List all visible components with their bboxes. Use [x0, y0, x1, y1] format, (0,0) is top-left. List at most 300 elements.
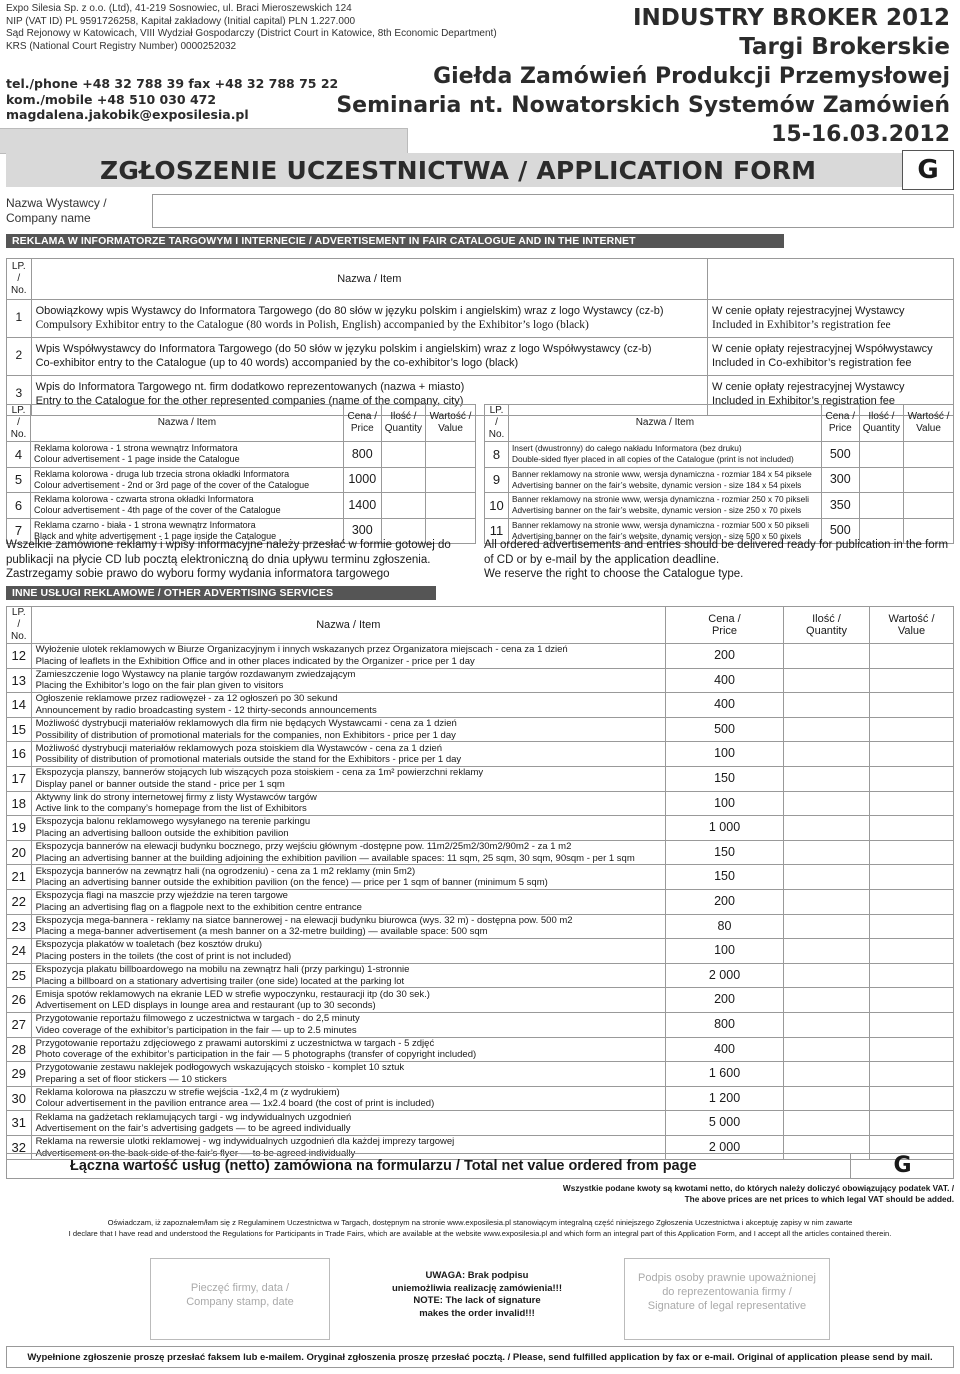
item-en: Advertising banner on the fair’s website, dynamic version - size 184 x 54 pixels — [512, 479, 802, 490]
signature-field[interactable] — [624, 1258, 830, 1340]
row-value-input[interactable] — [870, 668, 954, 693]
row-item — [31, 644, 665, 669]
item-en: Video coverage of the exhibitor’s participation in the fair — up to 2.5 minutes — [35, 1024, 357, 1036]
fee-en: Included in Co-exhibitor’s registration fee — [712, 357, 912, 369]
table-row — [7, 668, 954, 693]
fee-pl: W cenie opłaty rejestracyjnej Wystawcy — [712, 305, 905, 317]
item-pl: Emisja spotów reklamowych na ekranie LED w strefie wypoczynku, restauracji itp (do 30 sek.) — [35, 988, 430, 1000]
col-qty — [381, 405, 425, 442]
section-other-title: INNE USŁUGI REKLAMOWE / OTHER ADVERTISING SERVICES — [6, 586, 436, 600]
warning-line: uniemożliwia realizację zamówienia!!! — [392, 1282, 562, 1294]
signature-warning — [330, 1258, 624, 1340]
company-stamp-field[interactable] — [150, 1258, 330, 1340]
row-lp: 5 — [7, 467, 31, 493]
row-value-input[interactable] — [870, 889, 954, 914]
row-price: 500 — [666, 717, 784, 742]
row-qty-input[interactable] — [784, 766, 870, 791]
row-value-input[interactable] — [870, 988, 954, 1013]
item-en: Colour advertisement in the pavilion entrance area — 1x2.4 board (the cost of print is included) — [35, 1098, 435, 1110]
row-item — [31, 1012, 665, 1037]
row-lp: 20 — [7, 840, 32, 865]
item-pl: Reklama kolorowa - czwarta strona okładki Informatora — [34, 494, 254, 505]
total-value-field[interactable]: G — [850, 1153, 954, 1179]
row-price: 2 000 — [666, 1135, 784, 1160]
row-item — [509, 467, 822, 493]
row-lp: 1 — [7, 300, 32, 338]
col-qty-pl: Ilość / — [390, 411, 417, 422]
row-qty-input[interactable] — [784, 644, 870, 669]
row-item — [31, 467, 344, 493]
col-qty — [859, 405, 903, 442]
row-price: 400 — [666, 693, 784, 718]
row-lp: 9 — [485, 467, 509, 493]
row-qty-input[interactable] — [784, 668, 870, 693]
row-price: 1 200 — [666, 1086, 784, 1111]
row-qty-input[interactable] — [784, 840, 870, 865]
table-row — [7, 644, 954, 669]
col-qty-en: Quantity — [384, 423, 422, 434]
item-en: Advertisement on LED displays in lounge area and restaurant (up to 30 seconds) — [35, 1000, 376, 1012]
item-pl: Insert (dwustronny) do całego nakładu Informatora (bez druku) — [512, 443, 742, 454]
table-row — [7, 1012, 954, 1037]
row-price: 1 000 — [666, 816, 784, 841]
row-price: 1400 — [343, 493, 381, 519]
row-value-input[interactable] — [870, 1111, 954, 1136]
row-value-input[interactable] — [426, 467, 476, 493]
table-row — [7, 865, 954, 890]
row-lp: 21 — [7, 865, 32, 890]
row-item — [31, 300, 707, 338]
fee-pl: W cenie opłaty rejestracyjnej Współwystawcy — [712, 343, 933, 355]
row-price: 400 — [666, 1037, 784, 1062]
row-lp: 24 — [7, 939, 32, 964]
item-en: Black and white advertisement - 1 page inside the Catalogue — [34, 530, 277, 541]
item-pl: Reklama kolorowa - druga lub trzecia strona okładki Informatora — [34, 468, 290, 479]
row-price: 5 000 — [666, 1111, 784, 1136]
col-price-en: Price — [711, 625, 738, 637]
col-price — [666, 607, 784, 644]
col-price-en: Price — [828, 423, 852, 434]
row-qty-input[interactable] — [784, 1062, 870, 1087]
row-lp: 31 — [7, 1111, 32, 1136]
phone-fax: tel./phone +48 32 788 39 fax +48 32 788 75 22 — [6, 76, 339, 91]
row-price: 1 600 — [666, 1062, 784, 1087]
item-en: Placing a mega-banner advertisement (a mesh banner on a 32-metre building) — available space: 500 sqm — [35, 926, 488, 938]
item-en: Advertisement on the fair’s advertising gadgets — to be agreed individually — [35, 1123, 351, 1135]
table-row — [7, 791, 954, 816]
col-value — [426, 405, 476, 442]
table-row — [7, 1086, 954, 1111]
col-value-pl: Wartość / — [907, 411, 950, 422]
row-lp: 25 — [7, 963, 32, 988]
row-item — [31, 693, 665, 718]
form-letter: G — [902, 150, 954, 190]
item-en: Colour advertisement - 2nd or 3rd page of the cover of the Catalogue — [34, 479, 310, 490]
company-line: Expo Silesia Sp. z o.o. (Ltd), 41-219 Sosnowiec, ul. Braci Mieroszewskich 124 — [6, 3, 352, 14]
row-lp: 18 — [7, 791, 32, 816]
col-lp — [7, 607, 32, 644]
item-en: Placing of leaflets in the Exhibition Office and in other places indicated by the Organizer - price per 1 day — [35, 655, 475, 667]
item-en: Placing a billboard on a stationary advertising trailer (one side) located at the parking lot — [35, 975, 405, 987]
item-pl: Ekspozycja plakatu billboardowego na mobilu na zewnątrz hali (przy parkingu) 1-stronnie — [35, 964, 410, 976]
table-row — [7, 1111, 954, 1136]
item-pl: Ekspozycja balonu reklamowego wysyłanego na terenie parkingu — [35, 816, 311, 828]
warning-line: UWAGA: Brak podpisu — [425, 1270, 529, 1281]
row-qty-input[interactable] — [381, 467, 425, 493]
table-row — [7, 766, 954, 791]
row-price: 1000 — [343, 467, 381, 493]
row-value-input[interactable] — [870, 1086, 954, 1111]
warning-line: makes the order invalid!!! — [419, 1307, 535, 1319]
row-lp: 14 — [7, 693, 32, 718]
item-en: Possibility of distribution of promotional materials outside the stand for the Exhibitors - price per 1 day — [35, 754, 462, 766]
row-value-input[interactable] — [870, 693, 954, 718]
item-pl: Reklama czarno - biała - 1 strona wewnątrz Informatora — [34, 519, 256, 530]
row-qty-input[interactable] — [784, 816, 870, 841]
row-lp: 16 — [7, 742, 32, 767]
row-price: 350 — [821, 493, 859, 519]
row-qty-input[interactable] — [784, 791, 870, 816]
row-value-input[interactable] — [904, 442, 954, 468]
item-pl: Ekspozycja plakatów w toaletach (bez kosztów druku) — [35, 939, 263, 951]
item-en: Advertising banner on the fair’s website, dynamic version - size 500 x 50 pixels — [512, 530, 802, 541]
item-en: Placing an advertising banner at the building adjoining the exhibition pavilion — available spaces: 11 sqm, 25 sqm, 30 sqm, 90sqm - per 1 sqm — [35, 852, 635, 864]
note-line: Wszelkie zamówione reklamy i wpisy informacyjne należy przesłać w formie gotowej do — [6, 539, 451, 551]
row-price: 150 — [666, 865, 784, 890]
row-price: 800 — [666, 1012, 784, 1037]
row-qty-input[interactable] — [859, 442, 903, 468]
company-name-label — [6, 196, 107, 226]
item-pl: Reklama na gadżetach reklamujących targi - wg indywidualnych uzgodnień — [35, 1111, 352, 1123]
row-price: 200 — [666, 988, 784, 1013]
row-price: 2 000 — [666, 963, 784, 988]
row-lp: 26 — [7, 988, 32, 1013]
row-item — [31, 1111, 665, 1136]
row-qty-input[interactable] — [784, 693, 870, 718]
item-pl: Aktywny link do strony internetowej firmy z listy Wystawców targów — [35, 791, 317, 803]
col-lp — [7, 259, 32, 300]
col-value-en: Value — [916, 423, 941, 434]
item-pl: Ekspozycja mega-bannera - reklamy na siatce bannerowej - na elewacji budynku biurowca (wys. 32 m) - dostępna pow. 500 m2 — [35, 914, 573, 926]
col-price-pl: Cena / — [825, 411, 855, 422]
row-price: 100 — [666, 742, 784, 767]
fee-en: Included in Exhibitor’s registration fee — [712, 319, 891, 331]
col-item: Nazwa / Item — [31, 607, 665, 644]
row-qty-input[interactable] — [784, 1012, 870, 1037]
company-line: Sąd Rejonowy w Katowicach, VIII Wydział Gospodarczy (District Court in Katowice, 8th Economic Department) — [6, 28, 497, 39]
table-row — [7, 338, 954, 376]
row-qty-input[interactable] — [859, 493, 903, 519]
item-en: Colour advertisement - 1 page inside the Catalogue — [34, 454, 240, 465]
col-no-text: No. — [11, 631, 27, 642]
event-header — [336, 4, 950, 149]
row-lp: 29 — [7, 1062, 32, 1087]
row-value-input[interactable] — [426, 442, 476, 468]
form-title: ZGŁOSZENIE UCZESTNICTWA / APPLICATION FORM — [100, 156, 817, 185]
item-en: Colour advertisement - 4th page of the cover of the Catalogue — [34, 505, 281, 516]
row-item — [31, 338, 707, 376]
declaration-en: I declare that I have read and understood the Regulations for Participants in Trade Fairs, which are available at the website www.exposilesia.pl and which form an integral part of this Application Form, and I accept all the articles contained therein. — [68, 1228, 892, 1238]
contact-block — [6, 76, 338, 123]
row-item — [31, 791, 665, 816]
item-pl: Wyłożenie ulotek reklamowych w Biurze Organizacyjnym i innych wskazanych przez Organizatora miejscach - cena za 1 dzień — [35, 644, 568, 656]
table-row — [7, 889, 954, 914]
row-item — [31, 865, 665, 890]
item-pl: Ekspozycja planszy, bannerów stojących lub wiszących poza stoiskiem - cena za 1m² powierzchni reklamy — [35, 767, 484, 779]
company-line: KRS (National Court Registry Number) 0000252032 — [6, 40, 237, 52]
stamp-label-pl: Pieczęć firmy, data / — [190, 1282, 290, 1294]
row-item — [31, 1037, 665, 1062]
header-divider — [0, 128, 408, 154]
row-price: 100 — [666, 939, 784, 964]
row-value-input[interactable] — [870, 766, 954, 791]
vat-note — [563, 1183, 954, 1205]
table-row — [7, 840, 954, 865]
row-value-input[interactable] — [870, 1062, 954, 1087]
email: magdalena.jakobik@exposilesia.pl — [6, 107, 249, 122]
fee-en: Included in Exhibitor’s registration fee — [712, 395, 896, 407]
row-lp: 4 — [7, 442, 31, 468]
row-price: 300 — [821, 467, 859, 493]
item-pl: Reklama kolorowa - 1 strona wewnątrz Informatora — [34, 443, 238, 454]
item-en: Compulsory Exhibitor entry to the Catalogue (80 words in Polish, English) accompanied by the Exhibitor’s logo (black) — [35, 319, 589, 331]
col-lp-text: LP. / — [11, 405, 26, 428]
row-qty-input[interactable] — [784, 717, 870, 742]
item-pl: Reklama kolorowa na płaszczu w strefie wejścia -1x2,4 m (z wydrukiem) — [35, 1086, 340, 1098]
table-row — [7, 963, 954, 988]
note-line: Zastrzegamy sobie prawo do wyboru formy wydania informatora targowego — [6, 568, 390, 580]
item-pl: Banner reklamowy na stronie www, wersja dynamiczna - rozmiar 250 x 70 pikseli — [512, 494, 809, 505]
item-pl: Możliwość dystrybucji materiałów reklamowych poza stoiskiem dla Wystawców - cena za 1 dzień — [35, 742, 443, 754]
item-pl: Zamieszczenie logo Wystawcy na planie targów rozdawanym zwiedzającym — [35, 668, 356, 680]
row-lp: 13 — [7, 668, 32, 693]
col-lp-text: LP. / — [11, 607, 26, 630]
event-title: INDUSTRY BROKER 2012 — [632, 5, 950, 31]
row-item — [31, 742, 665, 767]
row-qty-input[interactable] — [859, 467, 903, 493]
row-value-input[interactable] — [870, 840, 954, 865]
row-item — [31, 963, 665, 988]
signature-label-en: Signature of legal representative — [647, 1300, 807, 1312]
item-en: Co-exhibitor entry to the Catalogue (up to 40 words) accompanied by the co-exhibitor’s logo (black) — [35, 357, 519, 369]
col-no-text: No. — [488, 429, 505, 440]
company-label-pl: Nazwa Wystawcy / — [6, 196, 107, 210]
company-name-field[interactable] — [152, 194, 954, 228]
item-pl: Reklama na rewersie ulotki reklamowej - wg indywidualnych uzgodnień dla każdej imprezy targowej — [35, 1136, 455, 1148]
row-lp: 7 — [7, 518, 31, 544]
note-line: publikacji na płycie CD lub pocztą elektroniczną do dnia upływu terminu zgłoszenia. — [6, 553, 431, 566]
item-en: Entry to the Catalogue for the other represented companies (name of the company, city) — [35, 395, 464, 407]
item-pl: Banner reklamowy na stronie www, wersja dynamiczna - rozmiar 500 x 50 pikseli — [512, 519, 809, 530]
row-qty-input[interactable] — [784, 1111, 870, 1136]
event-subtitle-2: Giełda Zamówień Produkcji Przemysłowej — [433, 64, 950, 89]
row-price: 400 — [666, 668, 784, 693]
item-en: Advertising banner on the fair’s website, dynamic version - size 250 x 70 pixels — [512, 505, 802, 516]
row-qty-input[interactable] — [381, 493, 425, 519]
row-value-input[interactable] — [426, 493, 476, 519]
table-row — [7, 693, 954, 718]
table-row — [7, 717, 954, 742]
row-qty-input[interactable] — [784, 889, 870, 914]
table-row — [7, 988, 954, 1013]
row-lp: 30 — [7, 1086, 32, 1111]
item-en: Display panel or banner outside the stand - price per 1 sqm — [35, 778, 285, 790]
row-qty-input[interactable] — [784, 865, 870, 890]
col-value — [870, 607, 954, 644]
col-price-pl: Cena / — [708, 613, 741, 625]
total-label: Łączna wartość usług (netto) zamówiona na formularzu / Total net value ordered from page — [70, 1158, 697, 1174]
row-value-input[interactable] — [870, 865, 954, 890]
row-value-input[interactable] — [870, 816, 954, 841]
mobile: kom./mobile +48 510 030 472 — [6, 91, 217, 107]
row-price: 150 — [666, 840, 784, 865]
row-lp: 3 — [7, 376, 32, 416]
row-lp: 19 — [7, 816, 32, 841]
col-lp — [485, 405, 509, 442]
item-en: Double-sided flyer placed in all copies of the Catalogue (print is not included) — [512, 454, 794, 465]
catalogue-ads-table-right — [484, 404, 954, 544]
col-fee — [708, 259, 954, 300]
col-item: Nazwa / Item — [31, 259, 707, 300]
row-lp: 6 — [7, 493, 31, 519]
col-price — [821, 405, 859, 442]
col-qty-en: Quantity — [862, 423, 900, 434]
company-label-en: Company name — [6, 211, 91, 225]
row-lp: 32 — [7, 1135, 32, 1160]
col-no-text: No. — [11, 285, 27, 296]
row-qty-input[interactable] — [784, 1086, 870, 1111]
vat-note-en: The above prices are net prices to which legal VAT should be added. — [684, 1194, 954, 1204]
row-lp: 10 — [485, 493, 509, 519]
row-price: 100 — [666, 791, 784, 816]
row-lp: 8 — [485, 442, 509, 468]
item-pl: Obowiązkowy wpis Wystawcy do Informatora Targowego (do 80 słów w języku polskim i angielskim) wraz z logo Wystawcy (cz-b) — [35, 305, 664, 317]
col-qty-en: Quantity — [806, 625, 847, 637]
table-row — [485, 442, 954, 468]
item-en: Placing posters in the toilets (the cost of print is not included) — [35, 950, 292, 962]
row-value-input[interactable] — [870, 791, 954, 816]
stamp-label-en: Company stamp, date — [186, 1296, 294, 1308]
item-pl: Przygotowanie zestawu naklejek podłogowych wskazujących stoisko - komplet 10 sztuk — [35, 1062, 405, 1074]
row-item — [509, 442, 822, 468]
table-row — [7, 914, 954, 939]
warning-line: NOTE: The lack of signature — [413, 1295, 541, 1306]
item-en: Placing the Exhibitor’s logo on the fair plan given to visitors — [35, 680, 284, 692]
col-lp-text: LP. / — [11, 261, 26, 284]
table-row — [7, 939, 954, 964]
row-value-input[interactable] — [870, 939, 954, 964]
event-dates: 15-16.03.2012 — [771, 122, 950, 147]
catalogue-ads-table-left — [6, 404, 476, 544]
col-price-pl: Cena / — [347, 411, 377, 422]
row-price: 150 — [666, 766, 784, 791]
row-value-input[interactable] — [870, 914, 954, 939]
footer-note: Wypełnione zgłoszenie proszę przesłać faksem lub e-mailem. Oryginał zgłoszenia proszę przesłać pocztą. / Please, send fulfilled application by fax or e-mail. Original of application please send by mail. — [6, 1346, 954, 1368]
row-item — [31, 988, 665, 1013]
row-item — [31, 493, 344, 519]
row-item — [31, 442, 344, 468]
fee-pl: W cenie opłaty rejestracyjnej Wystawcy — [712, 381, 905, 393]
note-line: All ordered advertisements and entries should be delivered ready for publication in the form — [484, 539, 949, 551]
row-value-input[interactable] — [904, 467, 954, 493]
item-en: Preparing a set of floor stickers — 10 stickers — [35, 1073, 227, 1085]
table-row — [7, 300, 954, 338]
col-lp-text: LP. / — [489, 405, 504, 428]
row-price: 200 — [666, 889, 784, 914]
row-qty-input[interactable] — [784, 914, 870, 939]
col-qty-pl: Ilość / — [812, 613, 841, 625]
row-value-input[interactable] — [870, 1012, 954, 1037]
row-item — [31, 840, 665, 865]
col-qty-pl: Ilość / — [868, 411, 895, 422]
item-en: Announcement by radio broadcasting system - 12 thirty-seconds announcements — [35, 704, 377, 716]
row-price: 800 — [343, 442, 381, 468]
col-value-en: Value — [438, 423, 463, 434]
row-lp: 2 — [7, 338, 32, 376]
company-line: NIP (VAT ID) PL 9591726258, Kapitał zakładowy (Initial capital) PLN 1.227.000 — [6, 15, 356, 27]
row-item — [31, 939, 665, 964]
row-item — [31, 717, 665, 742]
signature-label: Podpis osoby prawnie upoważnionej — [638, 1272, 816, 1284]
table-row — [485, 493, 954, 519]
row-price: 500 — [821, 518, 859, 544]
row-item — [509, 493, 822, 519]
note-line: We reserve the right to choose the Catalogue type. — [484, 568, 744, 580]
row-item — [31, 914, 665, 939]
declaration-pl: Oświadczam, iż zapoznałem/łam się z Regulaminem Uczestnictwa w Targach, dostępnym na stronie www.exposilesia.pl stanowiącym integralną część niniejszego Zgłoszenia Uczestnictwa i akceptuję zapisy w nim zawarte — [107, 1218, 853, 1227]
row-value-input[interactable] — [870, 963, 954, 988]
row-item — [31, 889, 665, 914]
row-value-input[interactable] — [870, 1037, 954, 1062]
row-qty-input[interactable] — [784, 988, 870, 1013]
item-en: Placing an advertising flag on a flagpole next to the exhibition centre entrance — [35, 901, 362, 913]
row-value-input[interactable] — [870, 742, 954, 767]
col-value-en: Value — [897, 625, 926, 637]
vat-note-pl: Wszystkie podane kwoty są kwotami netto, do których należy doliczyć obowiązujący podatek VAT. / — [562, 1183, 954, 1193]
row-lp: 22 — [7, 889, 32, 914]
table-row — [7, 1037, 954, 1062]
item-pl: Przygotowanie reportażu filmowego z uczestnictwa w targach - do 2,5 minuty — [35, 1013, 360, 1025]
row-qty-input[interactable] — [784, 742, 870, 767]
item-pl: Ekspozycja bannerów na zewnątrz hali (na ogrodzeniu) - cena za 1 m2 reklamy (min 5m2) — [35, 865, 416, 877]
row-value-input[interactable] — [870, 644, 954, 669]
row-value-input[interactable] — [904, 493, 954, 519]
signature-label: do reprezentowania firmy / — [662, 1286, 792, 1298]
col-item: Nazwa / Item — [31, 405, 344, 442]
row-qty-input[interactable] — [784, 1037, 870, 1062]
event-subtitle: Targi Brokerskie — [739, 34, 950, 60]
row-item — [31, 668, 665, 693]
item-en: Placing an advertising banner outside the exhibition pavilion (on the fence) — price per 1 sqm of banner (minimum 5 sqm) — [35, 877, 548, 889]
row-qty-input[interactable] — [381, 442, 425, 468]
row-qty-input[interactable] — [784, 939, 870, 964]
row-item — [31, 1062, 665, 1087]
row-value-input[interactable] — [870, 717, 954, 742]
col-no-text: No. — [10, 429, 27, 440]
row-qty-input[interactable] — [784, 963, 870, 988]
item-en: Placing an advertising balloon outside the exhibition pavilion — [35, 827, 289, 839]
catalogue-note-pl — [6, 538, 476, 582]
item-pl: Możliwość dystrybucji materiałów reklamowych dla firm nie będących Wystawcami - cena za 1 dzień — [35, 718, 457, 730]
col-item: Nazwa / Item — [509, 405, 822, 442]
row-lp: 17 — [7, 766, 32, 791]
row-fee — [708, 300, 954, 338]
col-value-pl: Wartość / — [429, 411, 472, 422]
catalogue-entries-table — [6, 258, 954, 416]
item-en: Photo coverage of the exhibitor’s participation in the fair — 5 photographs (transfer of copyright included) — [35, 1049, 477, 1061]
col-value-pl: Wartość / — [888, 613, 935, 625]
other-services-table — [6, 606, 954, 1160]
